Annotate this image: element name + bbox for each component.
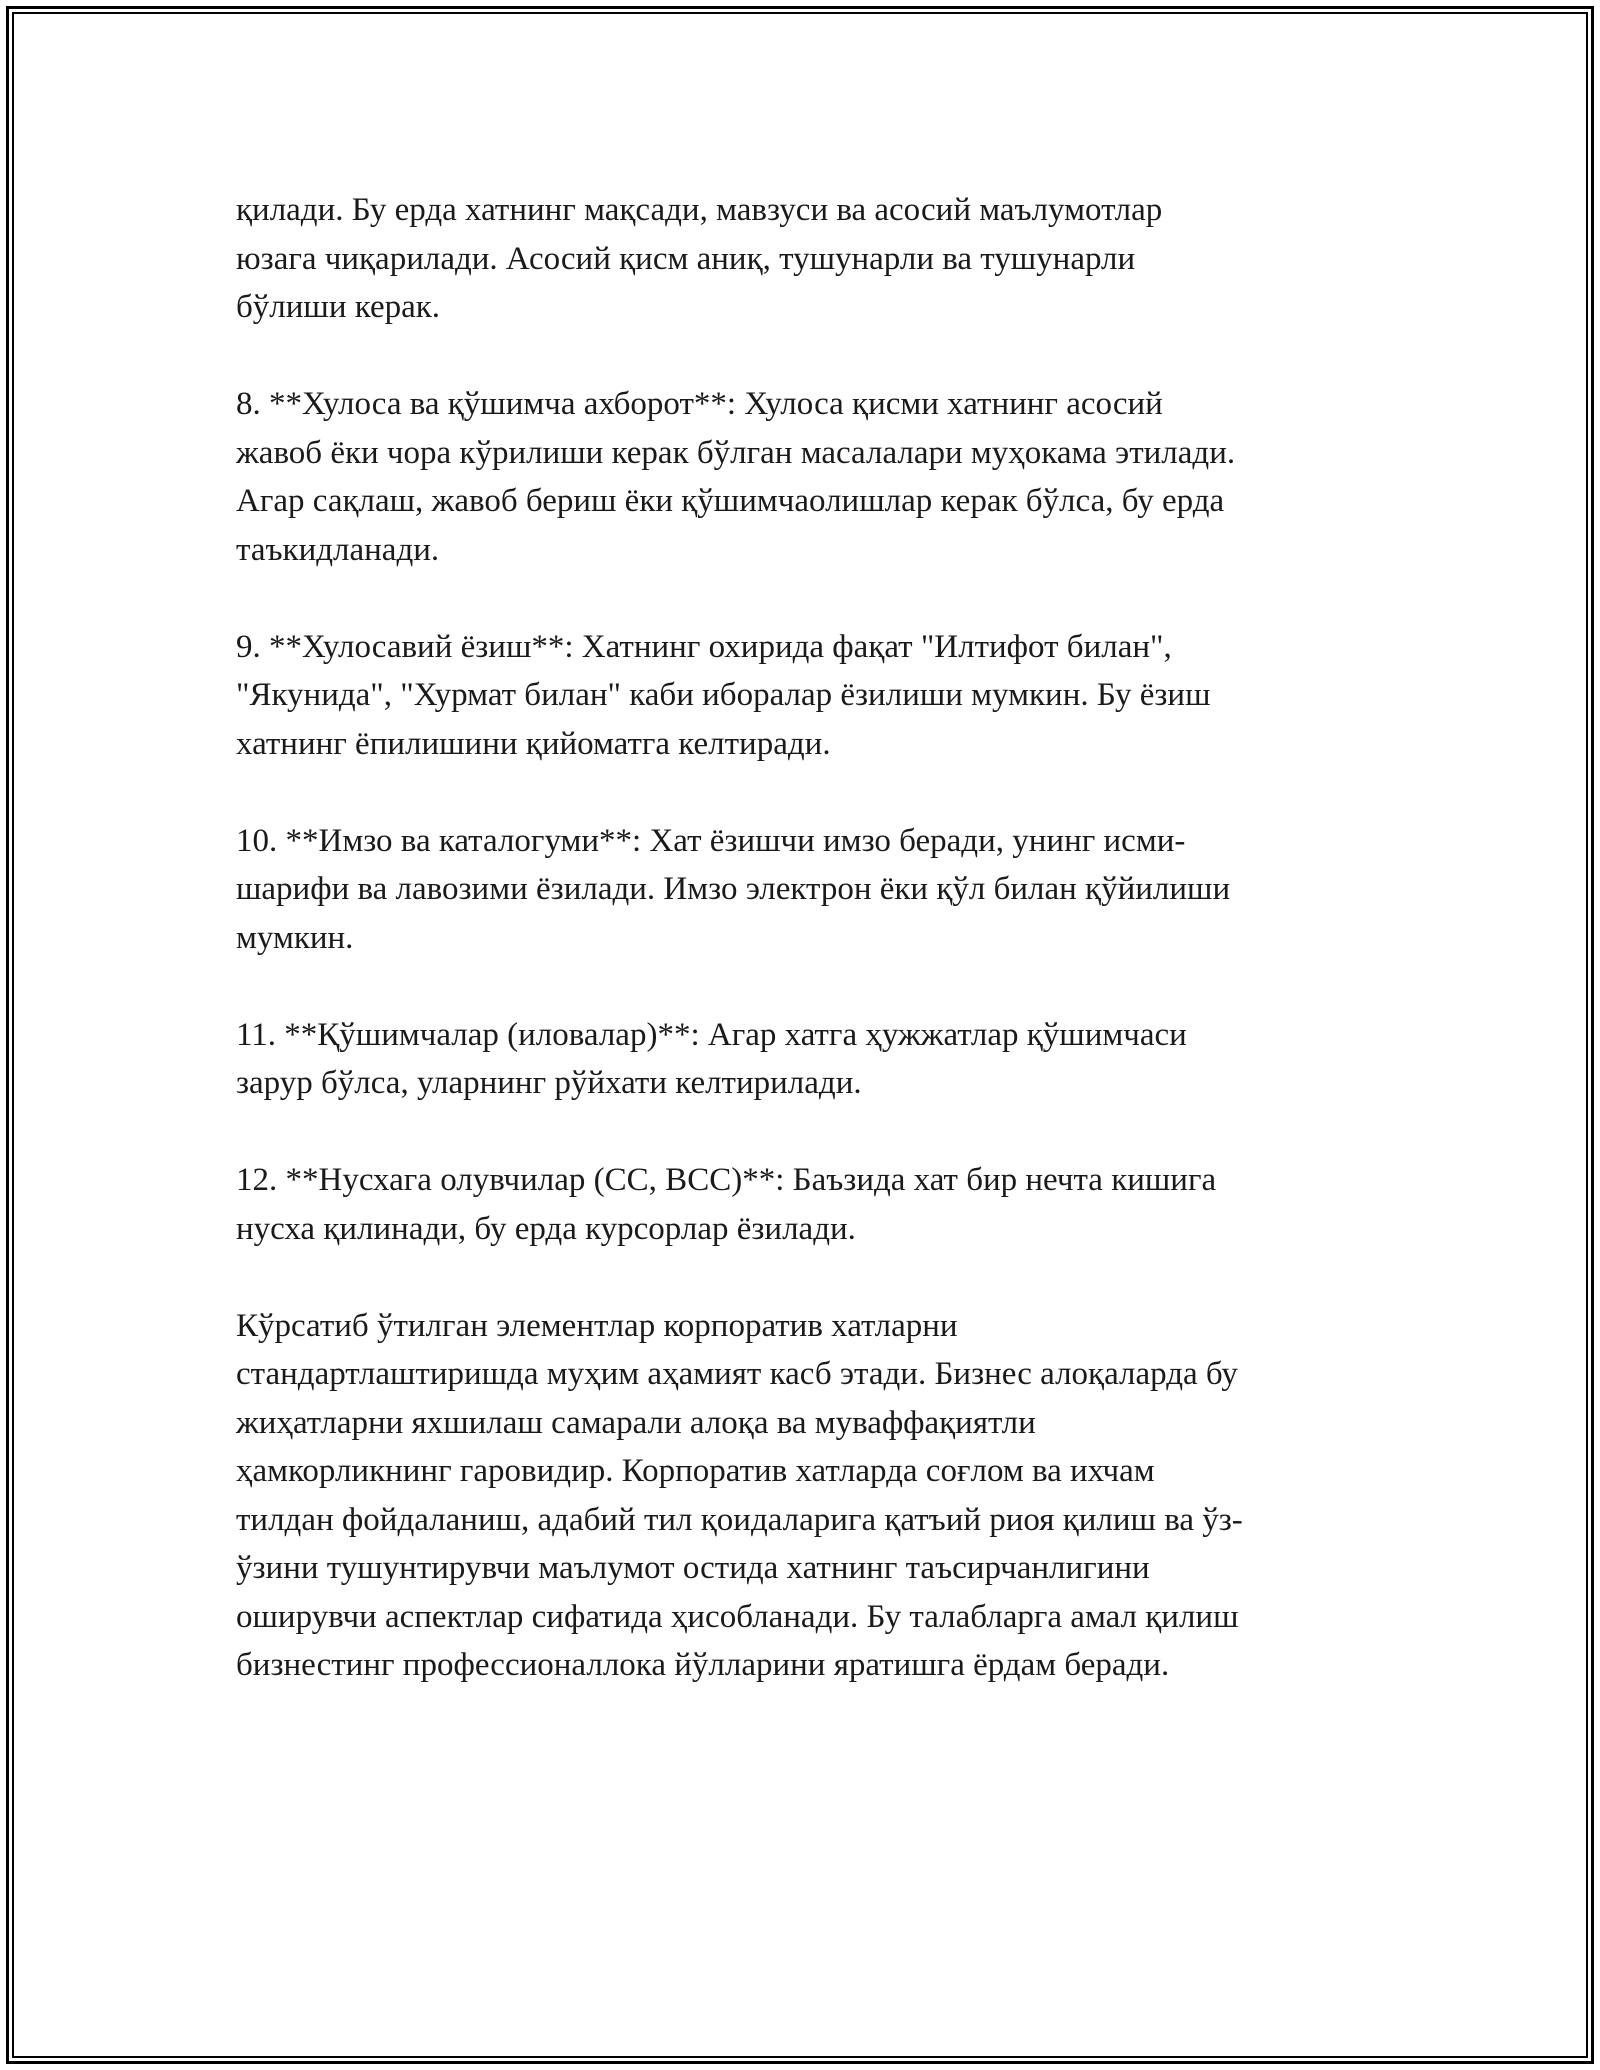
text-line: 8. **Хулоса ва қўшимча ахборот**: Хулоса қисми хатнинг асосий [236, 386, 1163, 422]
paragraph-intro-continuation [236, 186, 1356, 332]
text-line: хатнинг ёпилишини қийоматга келтиради. [236, 725, 831, 762]
text-line: ҳамкорликнинг гаровидир. Корпоратив хатларда соғлом ва ихчам [236, 1453, 1155, 1489]
text-line: нусха қилинади, бу ерда курсорлар ёзилади. [236, 1210, 856, 1247]
paragraph-item-10 [236, 817, 1356, 963]
paragraph-item-8 [236, 380, 1356, 574]
text-line: 10. **Имзо ва каталогуми**: Хат ёзишчи имзо беради, унинг исми- [236, 822, 1186, 859]
text-line: стандартлаштиришда муҳим аҳамият касб этади. Бизнес алоқаларда бу [236, 1356, 1238, 1392]
text-line: жиҳатларни яхшилаш самарали алоқа ва муваффақиятли [236, 1404, 1036, 1441]
text-line: жавоб ёки чора кўрилиши керак бўлган масалалари муҳокама этилади. [236, 434, 1236, 471]
text-line: қилади. Бу ерда хатнинг мақсади, мавзуси ва асосий маълумотлар [236, 192, 1163, 228]
text-line: зарур бўлса, уларнинг рўйхати келтирилади. [236, 1065, 862, 1101]
paragraph-item-12 [236, 1156, 1356, 1253]
text-line: оширувчи аспектлар сифатида ҳисобланади. Бу талабларга амал қилиш [236, 1598, 1239, 1635]
text-line: Кўрсатиб ўтилган элементлар корпоратив хатларни [236, 1307, 958, 1344]
text-line: Агар сақлаш, жавоб бериш ёки қўшимчаолишлар керак бўлса, бу ерда [236, 483, 1225, 519]
paragraph-item-9 [236, 623, 1356, 769]
paragraph-conclusion [236, 1302, 1356, 1690]
text-line: тилдан фойдаланиш, адабий тил қоидаларига қатъий риоя қилиш ва ўз- [236, 1501, 1243, 1538]
text-line: таъкидланади. [236, 531, 440, 568]
text-line: ўзини тушунтирувчи маълумот остида хатнинг таъсирчанлигини [236, 1550, 1150, 1586]
text-line: мумкин. [236, 919, 354, 956]
text-line: бўлиши керак. [236, 289, 441, 325]
text-line: 12. **Нусхага олувчилар (CC, BCC)**: Баъзида хат бир нечта кишига [236, 1162, 1217, 1198]
paragraph-item-11 [236, 1011, 1356, 1108]
text-line: 11. **Қўшимчалар (иловалар)**: Агар хатга ҳужжатлар қўшимчаси [236, 1016, 1187, 1053]
text-line: юзага чиқарилади. Асосий қисм аниқ, тушунарли ва тушунарли [236, 240, 1136, 277]
text-line: бизнестинг профессионаллока йўлларини яратишга ёрдам беради. [236, 1647, 1170, 1683]
text-line: "Якунида", "Хурмат билан" каби иборалар ёзилиши мумкин. Бу ёзиш [236, 677, 1211, 713]
text-line: 9. **Хулосавий ёзиш**: Хатнинг охирида фақат "Илтифот билан", [236, 628, 1172, 665]
text-line: шарифи ва лавозими ёзилади. Имзо электрон ёки қўл билан қўйилиши [236, 871, 1231, 907]
document-body [236, 186, 1356, 1690]
